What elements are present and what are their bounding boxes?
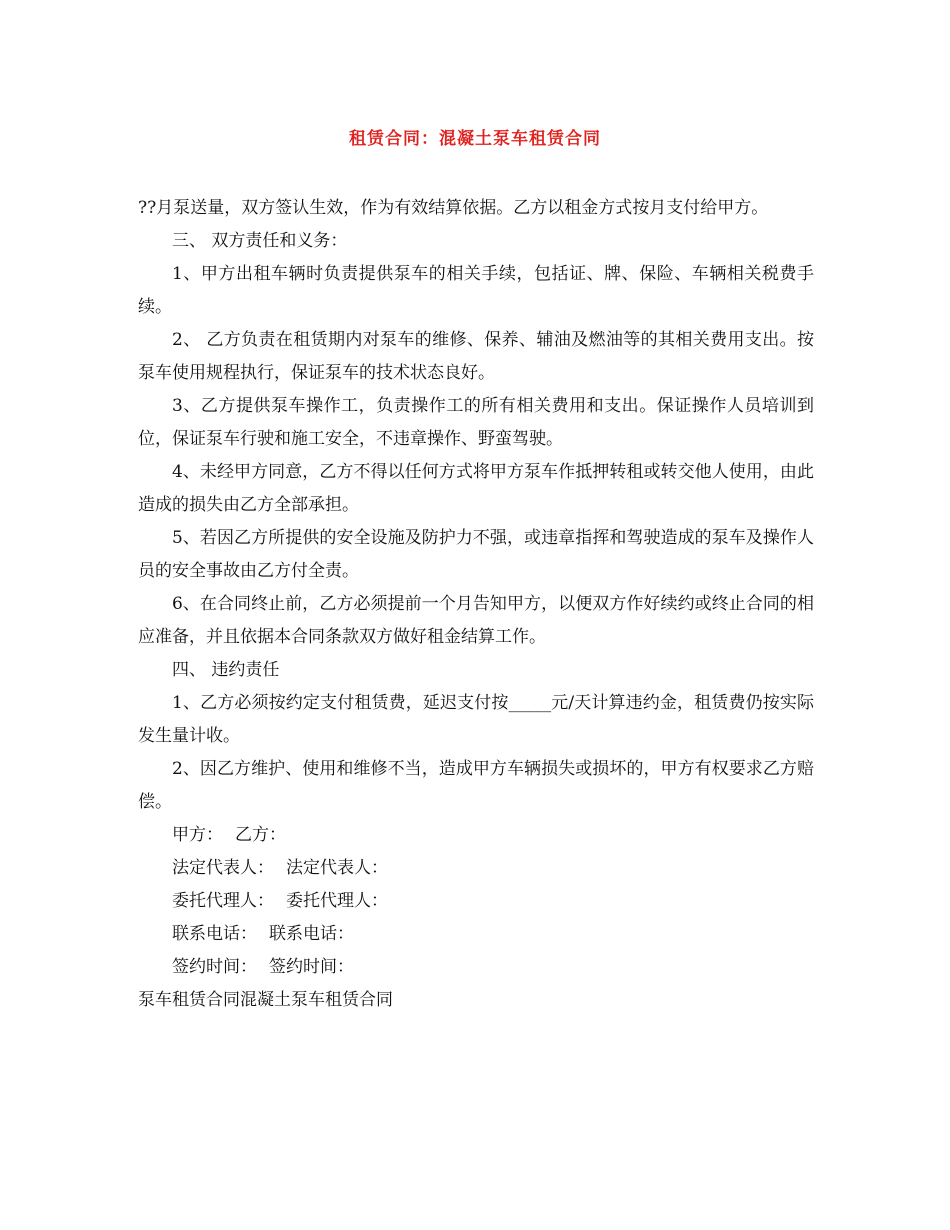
- signature-line-agent: [138, 885, 814, 918]
- signature-agent-b-label: 委托代理人：: [286, 891, 388, 911]
- signature-representative-a-label: 法定代表人：: [172, 858, 274, 878]
- clause-3-3: 3、乙方提供泵车操作工，负责操作工的所有相关费用和支出。保证操作人员培训到位，保证泵车行驶和施工安全，不违章操作、野蛮驾驶。: [138, 396, 814, 449]
- section-heading-4: 四、 违约责任: [172, 660, 280, 680]
- signature-date-b-label: 签约时间：: [269, 957, 354, 977]
- signature-line-phone: [138, 918, 814, 951]
- paragraph-0: ??月泵送量，双方签认生效，作为有效结算依据。乙方以租金方式按月支付给甲方。: [138, 198, 769, 218]
- document-title: 租赁合同：混凝土泵车租赁合同: [349, 129, 601, 149]
- document-body: [138, 192, 814, 1017]
- signature-date-a-label: 签约时间：: [172, 957, 257, 977]
- signature-line-representative: [138, 852, 814, 885]
- clause-3-1: 1、甲方出租车辆时负责提供泵车的相关手续，包括证、牌、保险、车辆相关税费手续。: [138, 264, 814, 317]
- clause-3-2: 2、 乙方负责在租赁期内对泵车的维修、保养、辅油及燃油等的其相关费用支出。按泵车使用规程执行，保证泵车的技术状态良好。: [138, 330, 814, 383]
- signature-agent-a-label: 委托代理人：: [172, 891, 274, 911]
- signature-party-a-label: 甲方：: [172, 825, 223, 845]
- clause-3-5: 5、若因乙方所提供的安全设施及防护力不强，或违章指挥和驾驶造成的泵车及操作人员的安全事故由乙方付全责。: [138, 528, 814, 581]
- signature-phone-b-label: 联系电话：: [269, 924, 354, 944]
- clause-3-4: 4、未经甲方同意，乙方不得以任何方式将甲方泵车作抵押转租或转交他人使用，由此造成的损失由乙方全部承担。: [138, 462, 814, 515]
- signature-line-party: [138, 819, 814, 852]
- clause-4-2: 2、因乙方维护、使用和维修不当，造成甲方车辆损失或损坏的，甲方有权要求乙方赔偿。: [138, 759, 814, 812]
- signature-line-date: [138, 951, 814, 984]
- clause-4-1: 1、乙方必须按约定支付租赁费，延迟支付按_____元/天计算违约金，租赁费仍按实际发生量计收。: [138, 693, 814, 746]
- signature-phone-a-label: 联系电话：: [172, 924, 257, 944]
- clause-3-6: 6、在合同终止前，乙方必须提前一个月告知甲方，以便双方作好续约或终止合同的相应准备，并且依据本合同条款双方做好租金结算工作。: [138, 594, 814, 647]
- signature-representative-b-label: 法定代表人：: [286, 858, 388, 878]
- signature-party-b-label: 乙方：: [235, 825, 286, 845]
- section-heading-3: 三、 双方责任和义务：: [172, 231, 348, 251]
- document-footer-text: 泵车租赁合同混凝土泵车租赁合同: [138, 990, 393, 1010]
